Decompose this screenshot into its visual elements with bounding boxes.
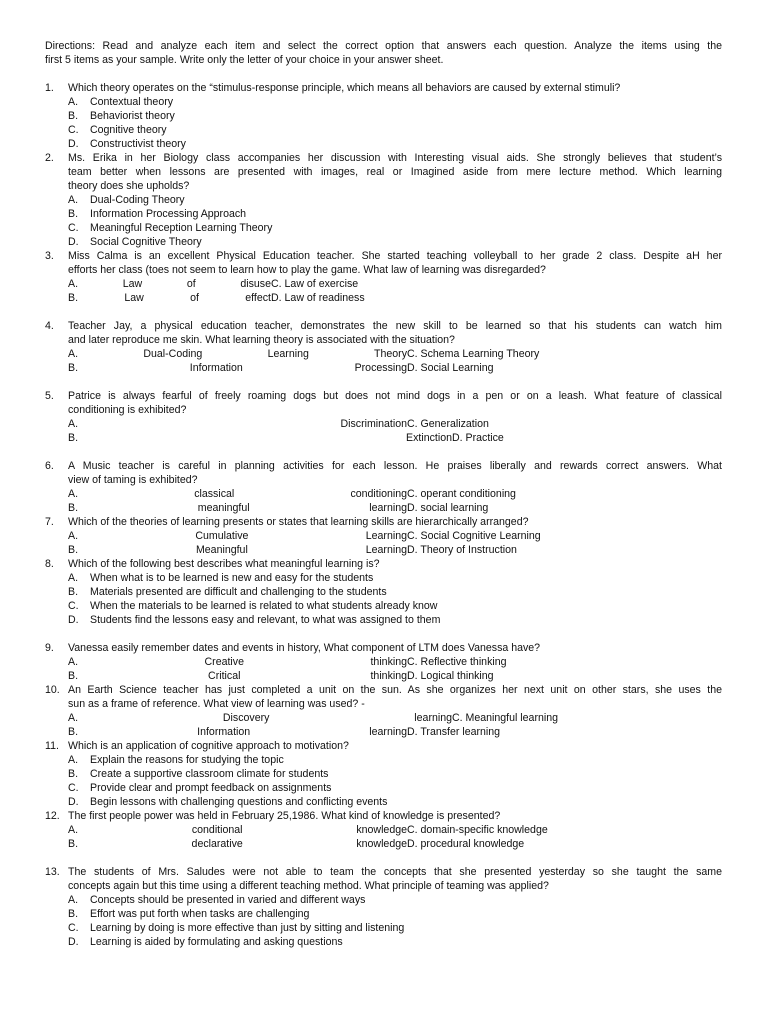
option-row: [68, 823, 722, 837]
option: C. Meaningful Reception Learning Theory: [68, 222, 273, 234]
option: B. Information Processing Approach: [68, 208, 247, 220]
option-row: [68, 711, 722, 725]
option: D. Theory of Instruction: [407, 544, 517, 556]
option-row: [68, 655, 722, 669]
option-row: [68, 725, 722, 739]
option: A. Creative thinking: [68, 656, 407, 668]
option: D. Law of readiness: [271, 292, 365, 304]
question-4: [45, 319, 722, 375]
option-row: [68, 529, 722, 543]
option-row: [68, 361, 722, 375]
worksheet: [45, 39, 722, 949]
question-number: 7.: [45, 516, 54, 528]
question-text: theory does she upholds?: [68, 180, 190, 192]
option: C. Social Cognitive Learning: [407, 530, 541, 542]
option: A. Law of disuse: [68, 278, 271, 290]
question-text: An Earth Science teacher has just completed a unit on the sun. As she organizes her next unit on other stars, she uses the: [68, 684, 722, 696]
option: C. Generalization: [407, 418, 489, 430]
question-text: Which theory operates on the “stimulus-response principle, which means all behaviors are caused by external stimuli?: [68, 82, 621, 94]
option: B. Critical thinking: [68, 670, 407, 682]
option: C. Reflective thinking: [407, 656, 507, 668]
question-12: [45, 809, 722, 851]
option: B. Create a supportive classroom climate for students: [68, 768, 329, 780]
question-text: A Music teacher is careful in planning activities for each lesson. He praises liberally and rewards correct answers. What: [68, 460, 722, 472]
question-number: 10.: [45, 684, 60, 696]
question-text: view of taming is exhibited?: [68, 474, 198, 486]
option: B. Law of effect: [68, 292, 271, 304]
question-text: Miss Calma is an excellent Physical Education teacher. She started teaching volleyball to her grade 2 class. Despite aH her: [68, 250, 722, 262]
question-9: [45, 641, 722, 683]
option: D. Logical thinking: [407, 670, 494, 682]
option: D. Transfer learning: [407, 726, 501, 738]
option: B. meaningful learning: [68, 502, 407, 514]
option: C. operant conditioning: [407, 488, 516, 500]
option: C. When the materials to be learned is related to what students already know: [68, 600, 438, 612]
option: A. Discovery learning: [68, 712, 452, 724]
question-text: Teacher Jay, a physical education teacher, demonstrates the new skill to be learned so that his students can watch him: [68, 320, 722, 332]
question-1: [45, 81, 722, 151]
option: A. Contextual theory: [68, 96, 174, 108]
option-row: [68, 291, 722, 305]
option: D. procedural knowledge: [407, 838, 525, 850]
option: D. Constructivist theory: [68, 138, 186, 150]
question-number: 13.: [45, 866, 60, 878]
question-8: [45, 557, 722, 627]
question-text: Vanessa easily remember dates and events in history, What component of LTM does Vanessa have?: [68, 642, 541, 654]
option: D. Practice: [452, 432, 504, 444]
question-number: 12.: [45, 810, 60, 822]
question-number: 8.: [45, 558, 54, 570]
option: A. Discrimination: [68, 418, 407, 430]
question-text: efforts her class (toes not seem to learn how to play the game. What law of learning was disregarded?: [68, 264, 546, 276]
question-text: sun as a frame of reference. What view of learning was used? -: [68, 698, 365, 710]
option: D. Social Cognitive Theory: [68, 236, 202, 248]
question-13: [45, 865, 722, 949]
question-10: [45, 683, 722, 739]
question-11: [45, 739, 722, 809]
question-text: Which is an application of cognitive approach to motivation?: [68, 740, 349, 752]
question-text: team better when lessons are presented with images, real or Imagined aside from mere lecture method. Which learning: [68, 166, 722, 178]
option: C. Provide clear and prompt feedback on assignments: [68, 782, 332, 794]
question-text: The first people power was held in February 25,1986. What kind of knowledge is presented?: [68, 810, 501, 822]
question-number: 3.: [45, 250, 54, 262]
directions-line: first 5 items as your sample. Write only the letter of your choice in your answer sheet.: [45, 54, 444, 66]
option: B. Extinction: [68, 432, 452, 444]
option-row: [68, 501, 722, 515]
option: A. conditional knowledge: [68, 824, 407, 836]
option: D. Social Learning: [407, 362, 494, 374]
option-row: [68, 417, 722, 431]
question-text: Which of the theories of learning presents or states that learning skills are hierarchically arranged?: [68, 516, 529, 528]
option: B. declarative knowledge: [68, 838, 407, 850]
option-row: [68, 347, 722, 361]
option-row: [68, 487, 722, 501]
question-text: conditioning is exhibited?: [68, 404, 187, 416]
option: D. Students find the lessons easy and relevant, to what was assigned to them: [68, 614, 441, 626]
question-text: Ms. Erika in her Biology class accompanies her discussion with Interesting visual aids. She strongly believes that student’s: [68, 152, 722, 164]
question-3: [45, 249, 722, 305]
question-number: 5.: [45, 390, 54, 402]
question-text: Patrice is always fearful of freely roaming dogs but does not mind dogs in a pen or on a leash. What feature of classical: [68, 390, 722, 402]
question-6: [45, 459, 722, 515]
question-text: concepts again but this time using a different teaching method. What principle of teaming was applied?: [68, 880, 549, 892]
option: C. Law of exercise: [271, 278, 359, 290]
option: A. Concepts should be presented in varied and different ways: [68, 894, 366, 906]
question-5: [45, 389, 722, 445]
option: B. Information learning: [68, 726, 407, 738]
option: C. Cognitive theory: [68, 124, 167, 136]
option: D. social learning: [407, 502, 489, 514]
option-row: [68, 543, 722, 557]
question-2: [45, 151, 722, 249]
option: A. Explain the reasons for studying the topic: [68, 754, 284, 766]
option: D. Learning is aided by formulating and asking questions: [68, 936, 343, 948]
question-number: 2.: [45, 152, 54, 164]
option: D. Begin lessons with challenging questions and conflicting events: [68, 796, 388, 808]
option: A. When what is to be learned is new and easy for the students: [68, 572, 374, 584]
option: B. Meaningful Learning: [68, 544, 407, 556]
option: C. Schema Learning Theory: [407, 348, 540, 360]
option: C. Learning by doing is more effective than just by sitting and listening: [68, 922, 405, 934]
question-text: and later reproduce me skin. What learning theory is associated with the situation?: [68, 334, 455, 346]
question-number: 4.: [45, 320, 54, 332]
option: B. Information Processing: [68, 362, 407, 374]
option: A. Dual-Coding Theory: [68, 194, 185, 206]
question-number: 9.: [45, 642, 54, 654]
directions: [45, 39, 722, 67]
option: B. Effort was put forth when tasks are challenging: [68, 908, 310, 920]
option-row: [68, 277, 722, 291]
option: A. Cumulative Learning: [68, 530, 407, 542]
option-row: [68, 431, 722, 445]
question-number: 6.: [45, 460, 54, 472]
option: B. Behaviorist theory: [68, 110, 175, 122]
question-text: Which of the following best describes what meaningful learning is?: [68, 558, 380, 570]
directions-line: Directions: Read and analyze each item and select the correct option that answers each question. Analyze the items using the: [45, 40, 722, 52]
option: C. domain-specific knowledge: [407, 824, 548, 836]
option: B. Materials presented are difficult and challenging to the students: [68, 586, 387, 598]
option-row: [68, 837, 722, 851]
option-row: [68, 669, 722, 683]
option: C. Meaningful learning: [452, 712, 558, 724]
question-text: The students of Mrs. Saludes were not able to team the concepts that she presented yesterday so she taught the same: [68, 866, 722, 878]
question-7: [45, 515, 722, 557]
option: A. classical conditioning: [68, 488, 407, 500]
question-number: 1.: [45, 82, 54, 94]
option: A. Dual-Coding Learning Theory: [68, 348, 407, 360]
question-number: 11.: [45, 740, 59, 752]
